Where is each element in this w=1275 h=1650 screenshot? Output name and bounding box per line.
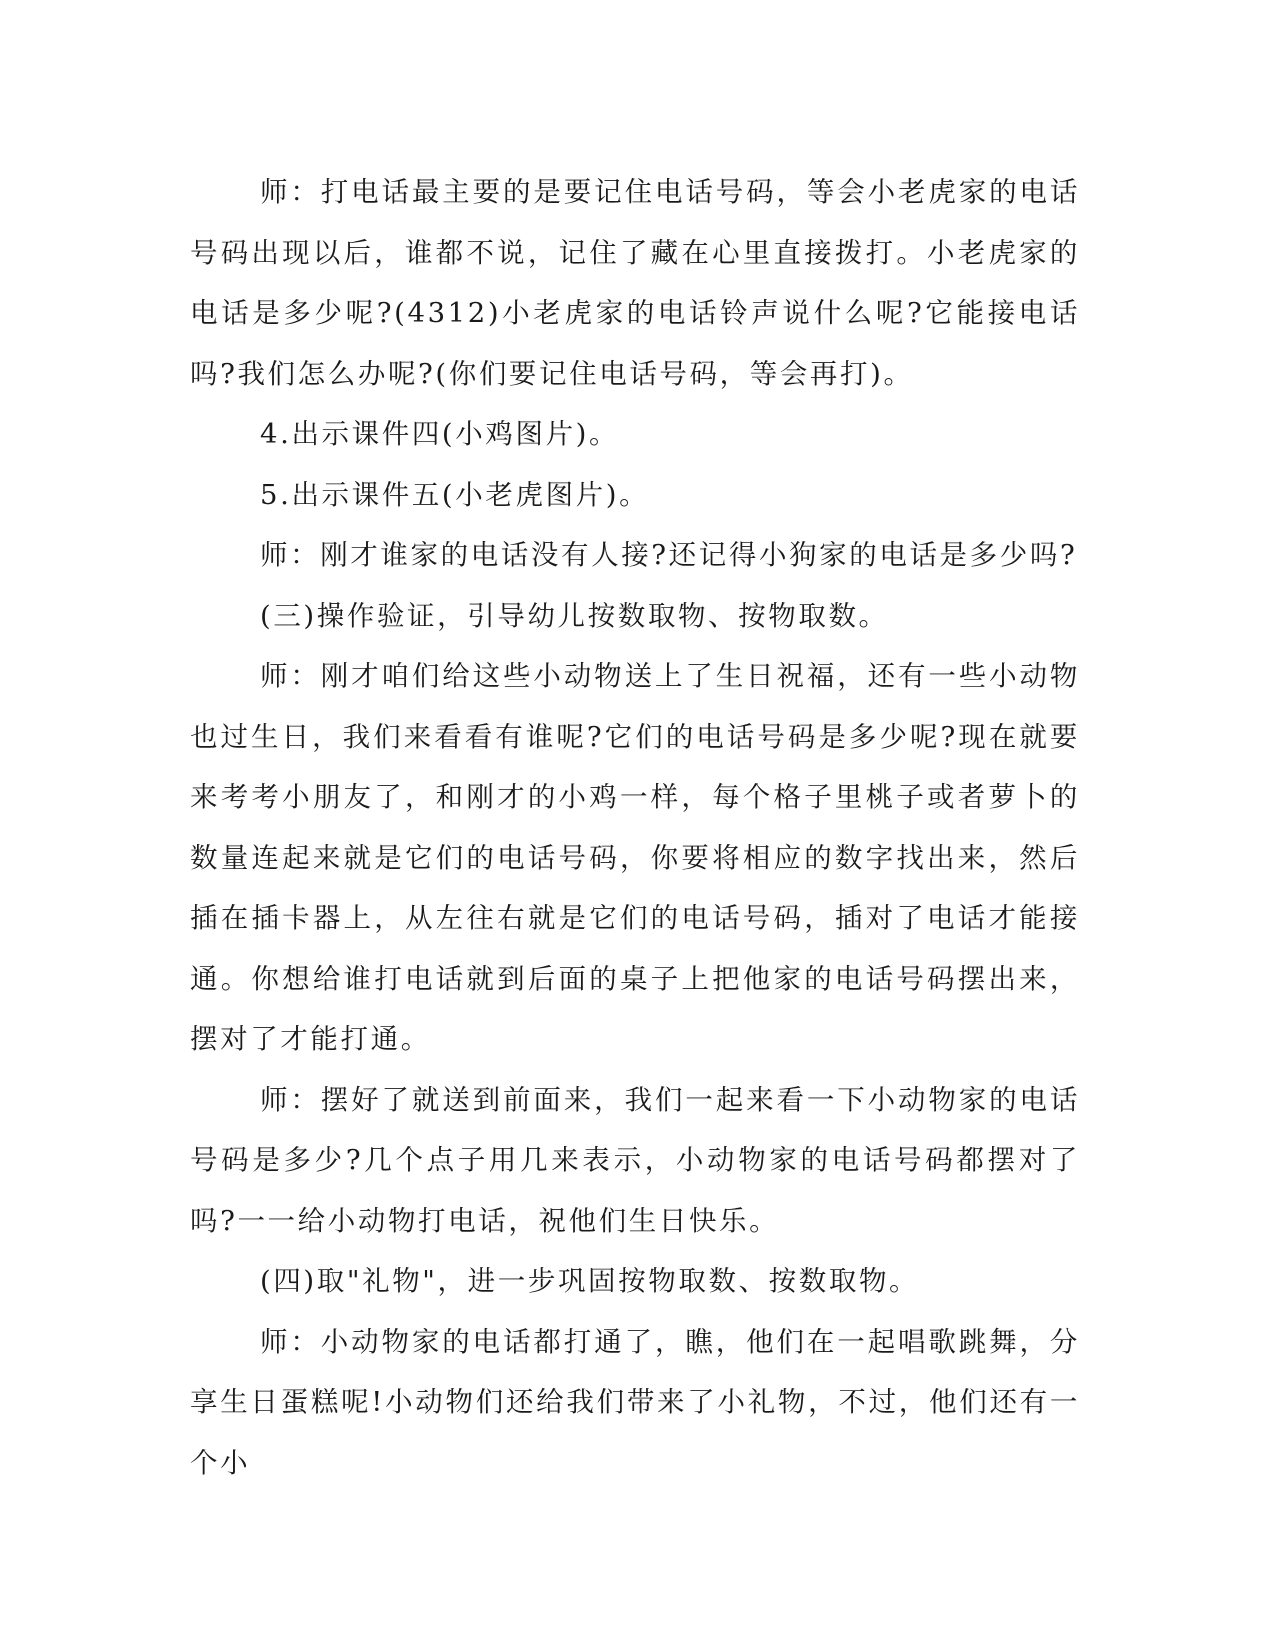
paragraph-step-5: 5.出示课件五(小老虎图片)。	[260, 478, 650, 511]
paragraph-step-4: 4.出示课件四(小鸡图片)。	[260, 418, 620, 450]
paragraph-teacher-instructions: 师：刚才咱们给这些小动物送上了生日祝福，还有一些小动物也过生日，我们来看看有谁呢?它们的电话号码是多少呢?现在就要来考考小朋友了，和刚才的小鸡一样，每个格子里桃子或者萝卜的数量连起来就是它们的电话号码，你要将相应的数字找出来，然后插在插卡器上，从左往右就是它们的电话号码，插对了电话才能接通。你想给谁打电话就到后面的桌子上把他家的电话号码摆出来，摆对了才能打通。	[190, 660, 1080, 1055]
paragraph-teacher-gifts: 师：小动物家的电话都打通了，瞧，他们在一起唱歌跳舞，分享生日蛋糕呢!小动物们还给我们带来了小礼物，不过，他们还有一个小	[190, 1325, 1080, 1479]
paragraph-teacher-review: 师：摆好了就送到前面来，我们一起来看一下小动物家的电话号码是多少?几个点子用几来表示，小动物家的电话号码都摆对了吗?一一给小动物打电话，祝他们生日快乐。	[190, 1083, 1080, 1237]
section-heading-3: (三)操作验证，引导幼儿按数取物、按物取数。	[260, 599, 889, 632]
section-heading-4: (四)取"礼物"，进一步巩固按物取数、按数取物。	[260, 1265, 920, 1297]
document-body	[190, 162, 1080, 1493]
paragraph-teacher-phone-number: 师：打电话最主要的是要记住电话号码，等会小老虎家的电话号码出现以后，谁都不说，记住了藏在心里直接拨打。小老虎家的电话是多少呢?(4312)小老虎家的电话铃声说什么呢?它能接电话吗?我们怎么办呢?(你们要记住电话号码，等会再打)。	[190, 176, 1080, 390]
paragraph-teacher-question: 师：刚才谁家的电话没有人接?还记得小狗家的电话是多少吗?	[260, 539, 1078, 571]
